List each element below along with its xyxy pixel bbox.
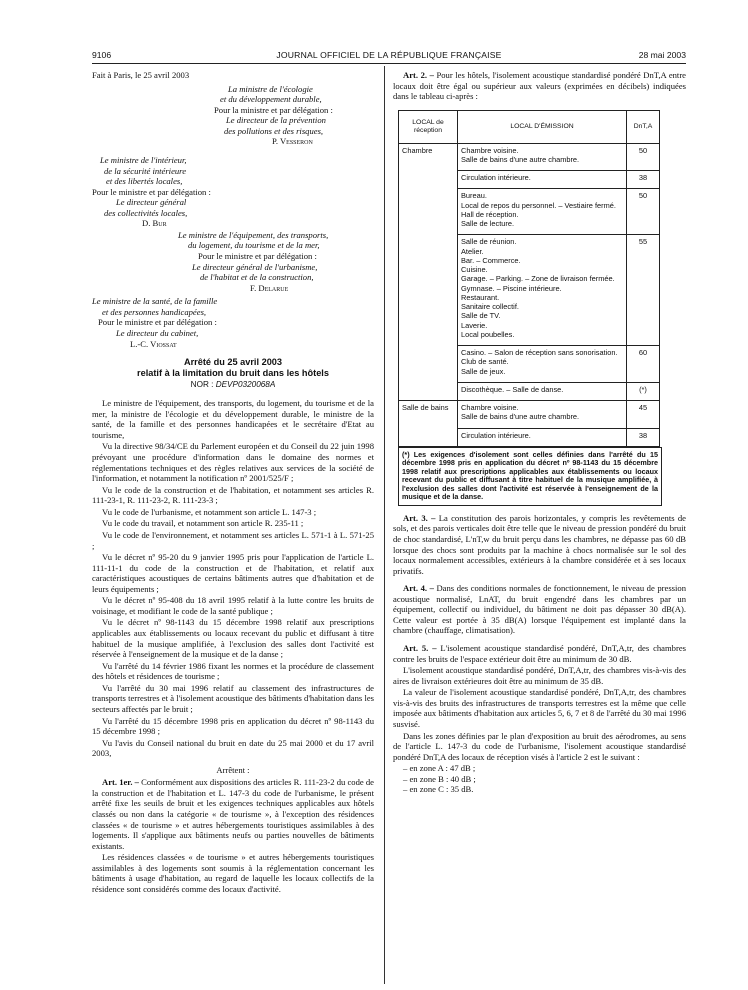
emission-cell: Salle de réunion. Atelier. Bar. – Commerce. Cuisine. Garage. – Parking. – Zone de livraison fermée. Gymnase. – Piscine intérieure. Restaurant. Sanitaire collectif. Salle de TV. Laverie. Local poubelles. (458, 235, 627, 346)
sig-line: Le directeur général de l'urbanisme, (192, 261, 318, 272)
article-5-paragraph-4: Dans les zones définies par le plan d'exposition au bruit des aérodromes, au sens de l'article L. 147-3 du code de l'urbanisme, l'isolement acoustique standardisé pondéré DnT,A des locaux de réception visés à l'article 2 est le suivant : (393, 730, 686, 762)
visa-paragraph: Vu l'arrêté du 30 mai 1996 relatif au classement des infrastructures de transports terrestres et à l'isolement acoustique des bâtiments d'habitation dans les secteurs affectés par le bruit ; (92, 682, 374, 714)
emission-cell: Bureau. Local de repos du personnel. – Vestiaire fermé. Hall de réception. Salle de lecture. (458, 189, 627, 235)
reception-cell: Salle de bains (399, 401, 458, 429)
table-row (399, 143, 660, 171)
sig-line: de la sécurité intérieure (104, 165, 187, 176)
table-row (399, 401, 660, 429)
emission-cell: Casino. – Salon de réception sans sonorisation. Club de santé. Salle de jeux. (458, 346, 627, 383)
signature-ecologie (214, 84, 374, 147)
article-1-text: Conformément aux dispositions des articles R. 111-23-2 du code de la construction et de l'habitation et L. 147-3 du code de l'urbanisme, le présent arrêté fixe les seuils de bruit et les exigences techniques applicables aux hôtels classés ou non dans la catégorie « de tourisme », à l'exception des résidences classées « de tourisme » et autres hébergements touristiques assimilables à des logements. Il s'applique aux bâtiments neufs ou parties nouvelles de bâtiments existants. (92, 777, 374, 851)
sig-line: Le ministre de l'intérieur, (100, 154, 187, 165)
column-divider (384, 66, 385, 984)
list-item: – en zone B : 40 dB ; (403, 773, 476, 784)
arrete-title (92, 357, 374, 379)
title-line-1: Arrêté du 25 avril 2003 (183, 357, 283, 368)
emission-cell: Circulation intérieure. (458, 428, 627, 446)
place-date: Fait à Paris, le 25 avril 2003 (92, 70, 190, 80)
emission-cell: Circulation intérieure. (458, 171, 627, 189)
emission-cell: Chambre voisine. Salle de bains d'une autre chambre. (458, 143, 627, 171)
value-cell: 45 (627, 401, 660, 429)
article-3-label: Art. 3. – (403, 512, 436, 523)
reception-cell (399, 171, 458, 189)
nor-code: DEVP0320068A (215, 380, 276, 390)
sig-line: et des libertés locales, (106, 176, 183, 187)
sig-line: Pour la ministre et par délégation : (214, 104, 333, 115)
visa-paragraph: Vu l'arrêté du 14 février 1986 fixant les normes et la procédure de classement des hôtels et résidences de tourisme ; (92, 660, 374, 682)
visa-paragraph: Vu la directive 98/34/CE du Parlement européen et du Conseil du 22 juin 1998 prévoyant une procédure d'information dans le domaine des normes et réglementations techniques et des règles relatives aux services de la société de l'information, et notamment la notification nº 2001/525/F ; (92, 441, 374, 484)
visa-paragraph: Vu le code de la construction et de l'habitation, et notamment ses articles R. 111-23-1, R. 111-23-2, R. 111-23-3 ; (92, 484, 374, 506)
article-1-label: Art. 1er. – (102, 777, 139, 788)
article-1 (92, 777, 374, 851)
sig-line: Pour le ministre et par délégation : (198, 251, 317, 261)
visa-paragraph: Vu l'arrêté du 15 décembre 1998 pris en application du décret nº 98-1143 du 15 décembre 1998 ; (92, 715, 374, 737)
signature-interieur (92, 155, 374, 229)
article-4 (393, 583, 686, 636)
emission-cell: Discothèque. – Salle de danse. (458, 382, 627, 400)
issue-date: 28 mai 2003 (638, 50, 686, 60)
reception-cell (399, 346, 458, 383)
visa-paragraph: Vu le décret nº 95-20 du 9 janvier 1995 pris pour l'application de l'article L. 111-11-1 du code de la construction et de l'habitation, et relatif aux caractéristiques acoustiques de certains bâtiments autres que d'habitation et de leurs équipements ; (92, 552, 374, 594)
article-3-text: La constitution des parois horizontales, y compris les revêtements de sols, et des parois verticales doit être telle que le niveau de pression pondéré du bruit de choc standardisé, L'nT,w du bruit perçu dans les chambres, ne dépasse pas 60 dB lorsque des chocs sont produits par la machine à chocs normalisée sur le sol des locaux normalement accessibles, extérieurs à la chambre considérée et à ses locaux privatifs. (393, 512, 686, 576)
sig-line: La ministre de l'écologie (228, 83, 313, 94)
table-row (399, 382, 660, 400)
article-5-text: L'isolement acoustique standardisé pondéré, DnT,A,tr, des chambres contre les bruits de l'espace extérieur doit être au minimum de 30 dB. (393, 643, 686, 664)
table-footnote: (*) Les exigences d'isolement sont celles définies dans l'arrêté du 15 décembre 1998 pris en application du décret nº 98-1143 du 15 décembre 1998 relatif aux prescriptions applicables aux établissements ou locaux recevant du public et diffusant à titre habituel de la musique amplifiée, à l'exclusion des salles dont l'activité est réservée à l'enseignement de la musique et de la danse. (398, 447, 662, 506)
column-header-reception: LOCAL de réception (399, 110, 458, 143)
table-row (399, 346, 660, 383)
visa-paragraph: Vu le code de l'urbanisme, et notamment son article L. 147-3 ; (102, 506, 317, 517)
signatory-name: D. Bur (142, 218, 167, 229)
reception-cell (399, 235, 458, 346)
isolation-table (398, 110, 660, 447)
sig-line: Pour le ministre et par délégation : (98, 317, 217, 328)
sig-line: et des personnes handicapées, (102, 306, 207, 317)
column-header-emission: LOCAL D'ÉMISSION (458, 110, 627, 143)
sig-line: Le directeur général (116, 197, 187, 208)
reception-cell (399, 382, 458, 400)
article-3 (393, 513, 686, 576)
column-header-value: DnT,A (627, 110, 660, 143)
signature-sante (92, 296, 374, 349)
article-2-text: Pour les hôtels, l'isolement acoustique standardisé pondéré DnT,A entre locaux doit être égal ou supérieur aux valeurs (exprimées en décibels) indiquées dans le tableau ci-après : (393, 70, 687, 102)
visa-paragraph: Vu le décret nº 98-1143 du 15 décembre 1998 relatif aux prescriptions applicables aux établissements ou locaux recevant du public et diffusant à titre habituel de la musique amplifiée, à l'exclusion des salles dont l'activité est réservée à l'enseignement de la musique et de la danse ; (92, 617, 374, 660)
visa-paragraph: Vu l'avis du Conseil national du bruit en date du 25 mai 2000 et du 17 avril 2003, (92, 737, 374, 759)
reception-cell (399, 428, 458, 446)
sig-line: des collectivités locales, (104, 207, 188, 218)
sig-line: Le ministre de l'équipement, des transports, (178, 229, 329, 240)
visa-paragraph: Vu le code de l'environnement, et notamment ses articles L. 571-1 à L. 571-25 ; (92, 529, 374, 551)
sig-line: et du développement durable, (220, 94, 322, 105)
value-cell: 55 (627, 235, 660, 346)
value-cell: (*) (627, 382, 660, 400)
right-column (393, 70, 686, 795)
sig-line: du logement, du tourisme et de la mer, (188, 240, 320, 251)
article-5-paragraph-2: L'isolement acoustique standardisé pondéré, DnT,A,tr, des chambres vis-à-vis des aires de livraison extérieures doit être au minimum de 35 dB. (393, 665, 686, 686)
value-cell: 38 (627, 171, 660, 189)
sig-line: Le directeur de la prévention (226, 115, 326, 126)
sig-line: de l'habitat et de la construction, (200, 272, 314, 283)
list-item: – en zone C : 35 dB. (403, 784, 474, 795)
nor-reference (92, 380, 374, 390)
page-header (92, 50, 686, 62)
sig-line: Le ministre de la santé, de la famille (92, 296, 218, 307)
article-2 (393, 70, 686, 102)
value-cell: 50 (627, 189, 660, 235)
signatory-name: P. Vesseron (272, 136, 313, 147)
title-line-2: relatif à la limitation du bruit dans les hôtels (137, 368, 329, 379)
preamble-paragraph: Le ministre de l'équipement, des transports, du logement, du tourisme et de la mer, la ministre de l'écologie et du développement durable, le ministre de la santé, de la famille et des personnes handicapées et le secrétaire d'Etat au tourisme, (92, 398, 374, 440)
table-row (399, 171, 660, 189)
article-4-text: Dans des conditions normales de fonctionnement, le niveau de pression acoustique normalisé, LnAT, du bruit engendré dans les chambres par un équipement, collectif ou individuel, du bâtiment ne doit pas dépasser 30 dB(A). Cette valeur est portée à 35 dB(A) lorsque l'équipement est implanté dans la chambre (chauffage, climatisation). (393, 583, 686, 636)
table-body (399, 143, 660, 446)
sig-line: Le directeur du cabinet, (116, 327, 199, 338)
visa-paragraph: Vu le code du travail, et notamment son article R. 235-11 ; (102, 518, 304, 529)
journal-title: JOURNAL OFFICIEL DE LA RÉPUBLIQUE FRANÇAISE (276, 50, 502, 60)
signature-equipement (178, 230, 374, 293)
article-5-paragraph-3: La valeur de l'isolement acoustique standardisé pondéré, DnT,A,tr, des chambres vis-à-vis des bruits des infrastructures de transports terrestres est la même que celle imposée aux bâtiments d'habitation aux articles 5, 6, 7 et 8 de l'arrêté du 30 mai 1996 susvisé. (393, 687, 686, 729)
table-header-row (399, 110, 660, 143)
article-4-label: Art. 4. – (403, 583, 434, 594)
sig-line: des pollutions et des risques, (224, 125, 324, 136)
table-row (399, 235, 660, 346)
table-row (399, 428, 660, 446)
article-1-paragraph-2: Les résidences classées « de tourisme » et autres hébergements touristiques assimilables à des logements sont soumis à la réglementation concernant les bâtiments à usage d'habitation, au regard de laquelle les locaux collectifs de la résidence sont considérés comme des locaux d'activité. (92, 852, 374, 894)
article-2-label: Art. 2. – (403, 70, 434, 80)
reception-cell: Chambre (399, 143, 458, 171)
nor-label: NOR : (190, 380, 216, 390)
signatory-name: L.-C. Viossat (130, 338, 177, 349)
table-row (399, 189, 660, 235)
article-5 (393, 643, 686, 664)
header-rule (92, 63, 686, 64)
zone-list (393, 763, 686, 795)
page-number: 9106 (92, 50, 112, 60)
value-cell: 60 (627, 346, 660, 383)
left-column (92, 70, 374, 896)
list-item: – en zone A : 47 dB ; (403, 763, 476, 774)
emission-cell: Chambre voisine. Salle de bains d'une autre chambre. (458, 401, 627, 429)
value-cell: 50 (627, 143, 660, 171)
article-5-label: Art. 5. – (403, 643, 437, 654)
value-cell: 38 (627, 428, 660, 446)
visa-paragraph: Vu le décret nº 95-408 du 18 avril 1995 relatif à la lutte contre les bruits de voisinage, et modifiant le code de la santé publique ; (92, 595, 374, 616)
signatory-name: F. Delarue (250, 282, 289, 293)
sig-line: Pour le ministre et par délégation : (92, 186, 211, 197)
arretent-heading: Arrêtent : (216, 764, 250, 775)
reception-cell (399, 189, 458, 235)
